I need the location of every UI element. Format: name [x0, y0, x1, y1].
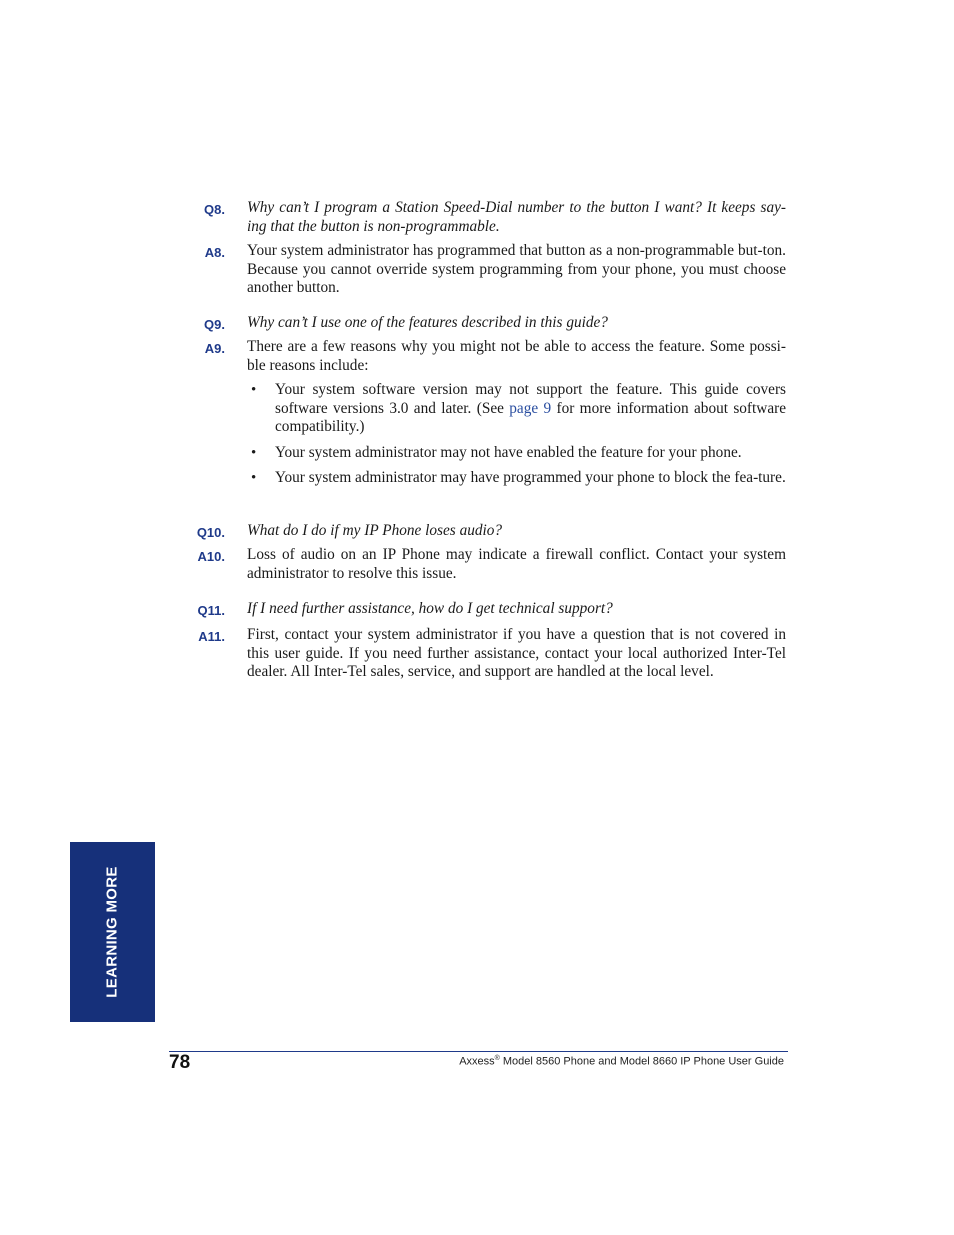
footer-title-text: Model 8560 Phone and Model 8660 IP Phone User Guide — [499, 1055, 784, 1068]
bullet-text: Your system software version may not support the feature. This guide covers software versions 3.0 and later. (See — [275, 381, 786, 417]
question-text: What do I do if my IP Phone loses audio? — [247, 522, 503, 539]
question-text: Why can’t I use one of the features described in this guide? — [247, 314, 608, 331]
answer-label: A11. — [198, 629, 225, 644]
section-side-tab-label: LEARNING MORE — [103, 866, 121, 998]
registered-mark: ® — [494, 1055, 500, 1062]
page-link[interactable]: page 9 — [509, 399, 552, 417]
bullet-icon: • — [251, 382, 257, 398]
answer-label: A10. — [197, 549, 225, 564]
answer-label: A9. — [204, 341, 225, 356]
bullet-item — [275, 381, 786, 437]
question-label: Q11. — [197, 603, 225, 618]
question-label: Q10. — [196, 525, 225, 540]
answer-text: There are a few reasons why you might not be able to access the feature. Some possi-ble reasons include: — [247, 338, 786, 374]
answer-label: A8. — [204, 245, 225, 260]
question-text: If I need further assistance, how do I get technical support? — [247, 600, 613, 617]
bullet-icon: • — [251, 445, 257, 461]
question-text: Why can’t I program a Station Speed-Dial number to the button I want? It keeps say-ing that the button is non-programmable. — [247, 199, 786, 235]
answer-text: First, contact your system administrator if you have a question that is not covered in this user guide. If you need further assistance, contact your local authorized Inter-Tel dealer. All Inter-Tel sales, service, and support are handled at the local level. — [247, 626, 786, 681]
question-label: Q8. — [204, 202, 225, 217]
footer-guide-title — [459, 1055, 784, 1068]
answer-text: Loss of audio on an IP Phone may indicate a firewall conflict. Contact your system administrator to resolve this issue. — [247, 546, 786, 582]
bullet-icon: • — [251, 470, 257, 486]
section-side-tab — [70, 842, 155, 1022]
bullet-text: for more information about software compatibility.) — [275, 399, 786, 436]
answer-text: Your system administrator has programmed that button as a non-programmable but-ton. Because you cannot override system programming from your phone, you must choose another button. — [247, 242, 786, 297]
footer-divider — [169, 1051, 788, 1052]
page-number: 78 — [169, 1052, 191, 1073]
question-label: Q9. — [204, 317, 225, 332]
bullet-item: Your system administrator may have programmed your phone to block the fea-ture. — [275, 469, 786, 486]
bullet-item: Your system administrator may not have enabled the feature for your phone. — [275, 444, 742, 461]
footer-brand: Axxess — [459, 1055, 495, 1068]
